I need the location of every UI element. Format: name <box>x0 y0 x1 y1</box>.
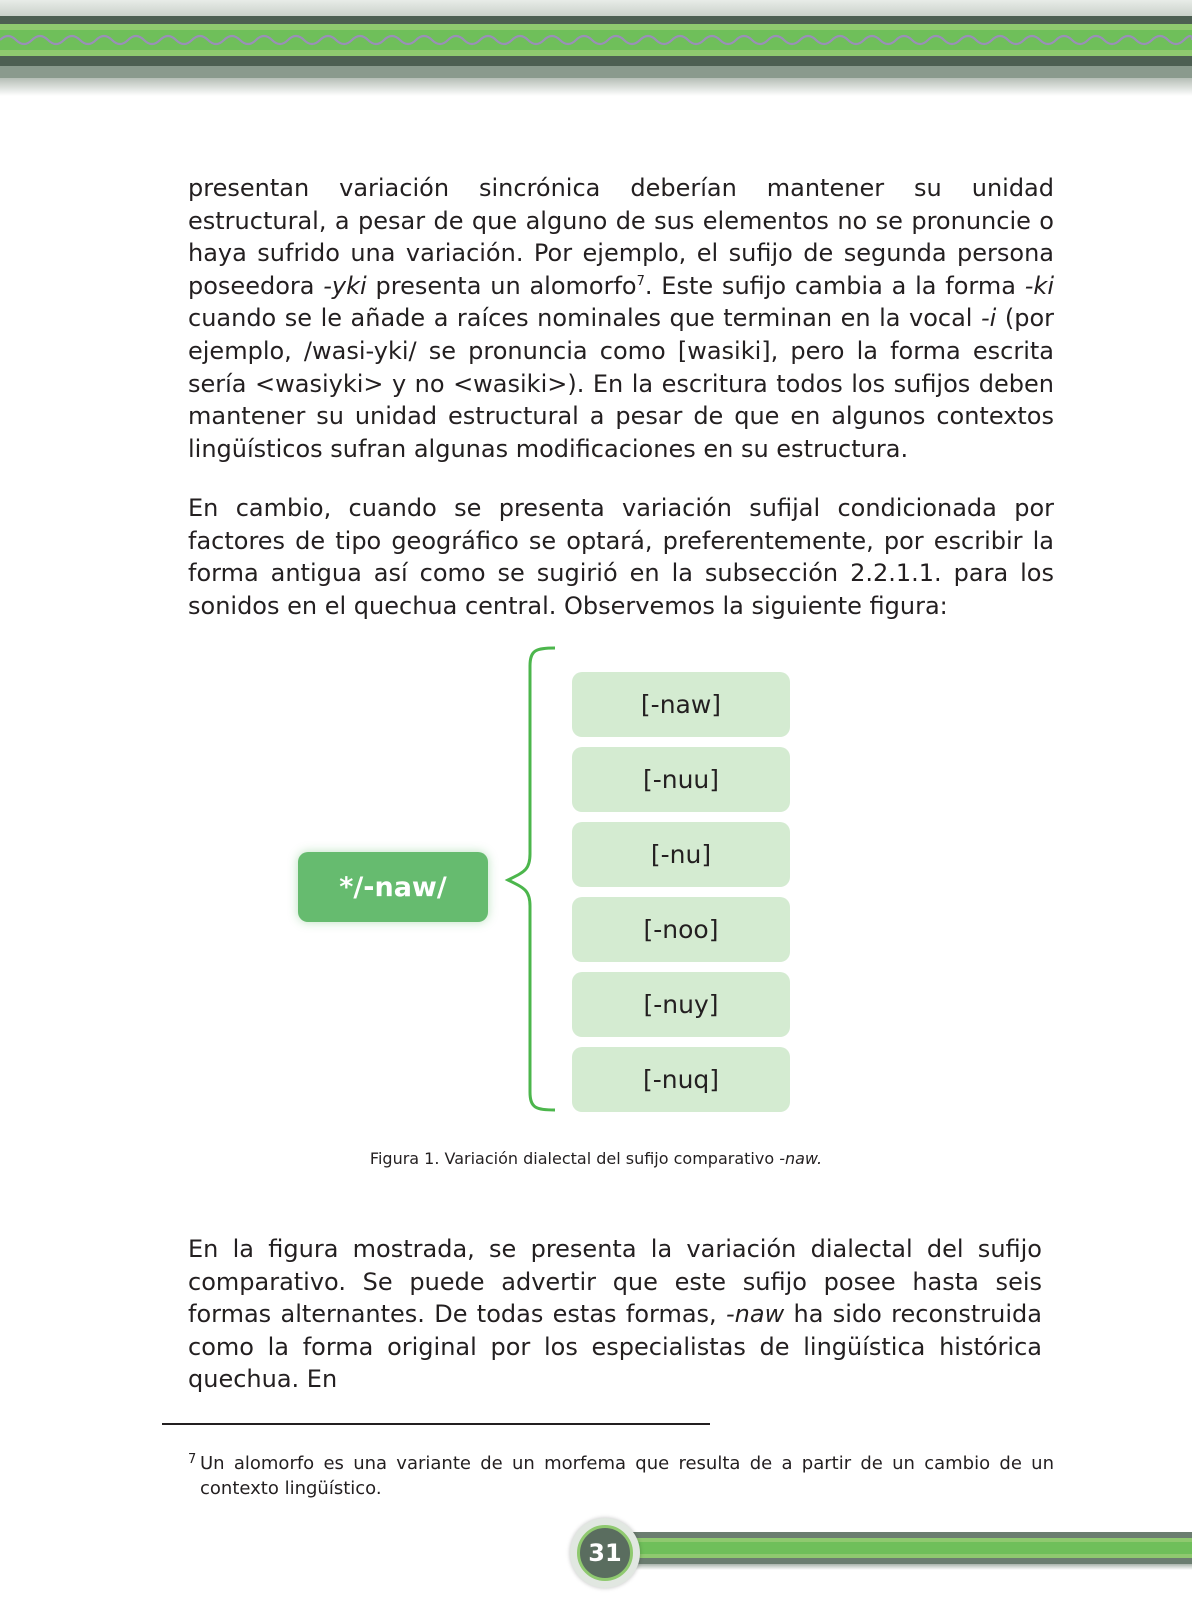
variant-form-box: [-naw] <box>572 672 790 737</box>
paragraph-text: En la figura mostrada, se presenta la variación dialectal del sufijo comparativo. Se puede advertir que este sufijo posee hasta seis formas alternantes. De todas estas formas, <box>188 1235 1042 1329</box>
paragraph-text: presentan variación sincrónica deberían mantener su unidad estructural, a pesar de que alguno de sus elementos no se pronuncie o haya sufrido una variación. Por ejemplo, el sufijo de segunda persona poseedora <box>188 174 1054 300</box>
footnote <box>188 1451 1054 1501</box>
body-paragraph-3 <box>188 1233 1042 1396</box>
vowel-italic-i: -i <box>980 304 997 333</box>
footnote-reference[interactable]: 7 <box>636 273 645 289</box>
suffix-italic-yki: -yki <box>323 271 367 300</box>
caption-text: Figura 1. Variación dialectal del sufijo comparativo <box>369 1149 780 1168</box>
paragraph-text: ha sido reconstruida como la forma original por los especialistas de lingüística histórica quechua. En <box>188 1300 1042 1394</box>
header-decorative-band <box>0 0 1192 96</box>
page-number: 31 <box>577 1525 633 1581</box>
footnote-mark: 7 <box>188 1452 197 1467</box>
figure-source-form: */-naw/ <box>298 852 488 922</box>
body-paragraph-2: En cambio, cuando se presenta variación sufijal condicionada por factores de tipo geográfico se optará, preferentemente, por escribir la forma antigua así como se sugirió en la subsección 2.2.1.1. para los sonidos en el quechua central. Observemos la siguiente figura: <box>188 494 1054 620</box>
caption-italic-suffix: -naw. <box>779 1149 823 1168</box>
figure-caption <box>0 1149 1192 1168</box>
paragraph-text: presenta un alomorfo <box>366 271 637 300</box>
page-number-badge <box>570 1518 640 1588</box>
suffix-italic-naw: -naw <box>726 1300 785 1329</box>
variant-form-box: [-nuy] <box>572 972 790 1037</box>
variant-form-box: [-nuu] <box>572 747 790 812</box>
curly-brace-icon <box>500 644 560 1114</box>
paragraph-text: (por ejemplo, /wasi-yki/ se pronuncia como [wasiki], pero la forma escrita sería <wasiyki> y no <wasiki>). En la escritura todos los sufijos deben mantener su unidad estructural a pesar de que en algunos contextos lingüísticos sufran algunas modificaciones en su estructura. <box>188 304 1054 463</box>
variant-form-box: [-nu] <box>572 822 790 887</box>
suffix-italic-ki: -ki <box>1024 271 1054 300</box>
footer-decorative-band <box>626 1532 1192 1572</box>
variant-form-box: [-nuq] <box>572 1047 790 1112</box>
footnote-divider <box>162 1423 710 1425</box>
variant-form-box: [-noo] <box>572 897 790 962</box>
body-paragraph-1 <box>188 172 1054 465</box>
paragraph-text: cuando se le añade a raíces nominales que terminan en la vocal <box>188 304 981 333</box>
paragraph-text: . Este sufijo cambia a la forma <box>644 271 1025 300</box>
footnote-text: Un alomorfo es una variante de un morfema que resulta de a partir de un cambio de un contexto lingüístico. <box>200 1453 1054 1499</box>
